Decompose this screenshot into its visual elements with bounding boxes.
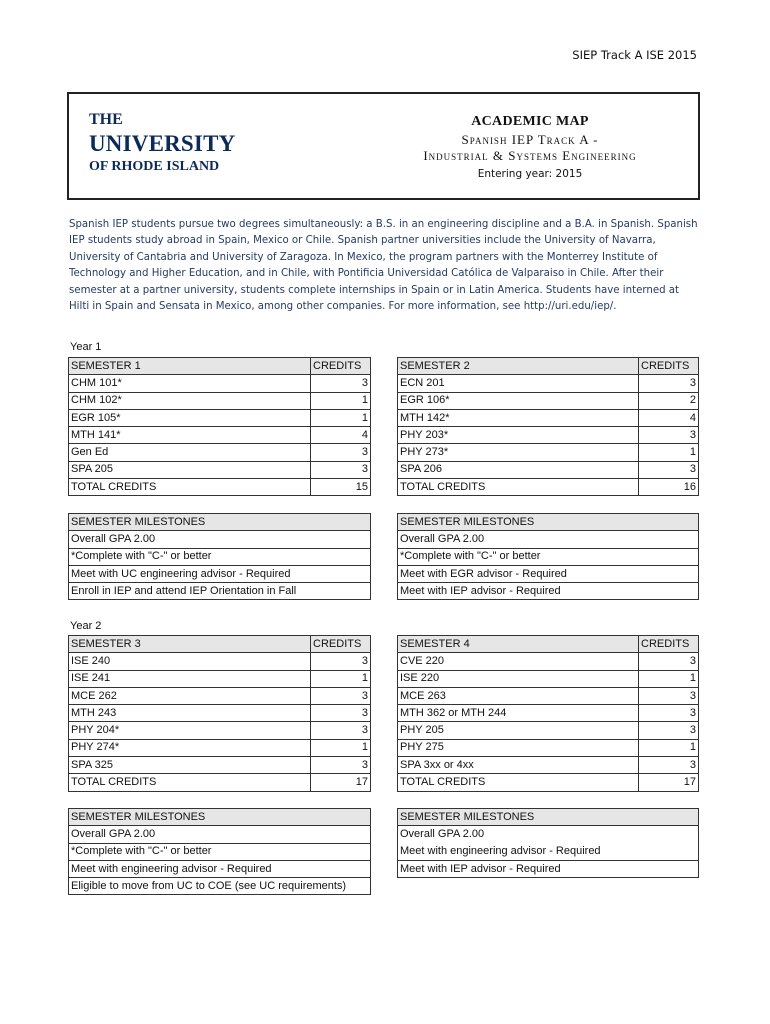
semester-1-milestones [68,513,371,600]
table-row [69,461,371,478]
course-credits: 3 [311,375,371,392]
semester-header: SEMESTER 1 [69,358,311,375]
milestone: *Complete with "C-" or better [69,843,371,860]
total-credits: 15 [311,479,371,496]
total-label: TOTAL CREDITS [69,479,311,496]
map-title-program: Industrial & Systems Engineering [423,148,637,163]
table-row [398,461,699,478]
table-row [398,409,699,426]
table-row [69,687,371,704]
map-title-track: Spanish IEP Track A - [461,132,599,147]
course-credits: 4 [639,409,699,426]
course-credits: 3 [639,722,699,739]
table-header-row [398,358,699,375]
course-name: PHY 204* [69,722,311,739]
milestone: Overall GPA 2.00 [398,531,699,548]
total-row [398,774,699,791]
table-row [69,427,371,444]
course-name: SPA 3xx or 4xx [398,757,639,774]
total-label: TOTAL CREDITS [69,774,311,791]
course-name: Gen Ed [69,444,311,461]
table-header-row [398,636,699,653]
list-item [69,565,371,582]
total-label: TOTAL CREDITS [398,774,639,791]
list-item [398,583,699,600]
table-row [69,722,371,739]
milestone: Meet with UC engineering advisor - Required [69,565,371,582]
table-row [69,705,371,722]
list-item [398,843,699,860]
course-credits: 3 [639,653,699,670]
total-credits: 17 [639,774,699,791]
credits-header: CREDITS [639,636,699,653]
course-credits: 4 [311,427,371,444]
table-row [69,444,371,461]
map-title [399,114,661,180]
list-item [398,860,699,877]
list-item [398,531,699,548]
milestone: Enroll in IEP and attend IEP Orientation in Fall [69,583,371,600]
table-row [69,392,371,409]
course-name: PHY 273* [398,444,639,461]
credits-header: CREDITS [639,358,699,375]
course-credits: 3 [311,653,371,670]
table-row [398,687,699,704]
semester-4-milestones [397,808,699,878]
course-name: SPA 205 [69,461,311,478]
total-credits: 16 [639,479,699,496]
total-credits: 17 [311,774,371,791]
table-row [398,444,699,461]
milestones-header: SEMESTER MILESTONES [398,514,699,531]
course-name: MCE 263 [398,687,639,704]
logo-line-1: THE [89,111,123,128]
course-name: SPA 206 [398,461,639,478]
course-name: MTH 243 [69,705,311,722]
milestone: *Complete with "C-" or better [398,548,699,565]
table-row [69,409,371,426]
course-credits: 1 [311,392,371,409]
course-credits: 1 [311,670,371,687]
course-name: CHM 102* [69,392,311,409]
total-row [69,479,371,496]
course-name: SPA 325 [69,757,311,774]
milestone: Overall GPA 2.00 [69,531,371,548]
semester-3-milestones [68,808,371,895]
milestone: Eligible to move from UC to COE (see UC requirements) [69,878,371,895]
list-item [69,878,371,895]
milestone: Overall GPA 2.00 [69,826,371,843]
table-row [398,757,699,774]
course-name: ISE 241 [69,670,311,687]
list-item [69,843,371,860]
course-credits: 3 [311,461,371,478]
milestone: Meet with engineering advisor - Required [69,860,371,877]
milestone: Meet with engineering advisor - Required [398,843,699,860]
course-name: ECN 201 [398,375,639,392]
list-item [69,860,371,877]
track-label: SIEP Track A ISE 2015 [572,48,697,62]
course-name: MCE 262 [69,687,311,704]
table-row [398,653,699,670]
semester-2-table [397,357,699,496]
course-name: ISE 240 [69,653,311,670]
course-credits: 3 [639,461,699,478]
table-header-row [69,358,371,375]
course-name: MTH 362 or MTH 244 [398,705,639,722]
semester-header: SEMESTER 4 [398,636,639,653]
year-1-label: Year 1 [70,341,102,353]
logo-line-3: OF RHODE ISLAND [89,159,220,174]
course-credits: 1 [311,739,371,756]
table-row [398,722,699,739]
milestone: Meet with IEP advisor - Required [398,860,699,877]
list-item [398,565,699,582]
semester-header: SEMESTER 2 [398,358,639,375]
table-row [69,670,371,687]
course-credits: 1 [639,444,699,461]
table-row [398,739,699,756]
course-credits: 3 [639,687,699,704]
course-credits: 3 [639,375,699,392]
course-name: EGR 106* [398,392,639,409]
table-row [398,670,699,687]
table-row [398,375,699,392]
semester-4-table [397,635,699,792]
course-name: CHM 101* [69,375,311,392]
course-credits: 3 [639,427,699,444]
course-credits: 1 [311,409,371,426]
course-name: PHY 205 [398,722,639,739]
course-name: PHY 203* [398,427,639,444]
course-name: MTH 142* [398,409,639,426]
semester-2-milestones [397,513,699,600]
credits-header: CREDITS [311,358,371,375]
total-label: TOTAL CREDITS [398,479,639,496]
course-credits: 3 [639,757,699,774]
course-name: ISE 220 [398,670,639,687]
table-header-row [69,636,371,653]
semester-header: SEMESTER 3 [69,636,311,653]
course-credits: 3 [311,705,371,722]
total-row [398,479,699,496]
entering-year: Entering year: 2015 [477,168,583,180]
course-credits: 2 [639,392,699,409]
course-credits: 3 [311,757,371,774]
course-name: PHY 274* [69,739,311,756]
course-credits: 3 [311,444,371,461]
total-row [69,774,371,791]
milestone: Overall GPA 2.00 [398,826,699,843]
list-item [398,826,699,843]
milestone: Meet with EGR advisor - Required [398,565,699,582]
milestone: *Complete with "C-" or better [69,548,371,565]
list-item [69,826,371,843]
table-row [398,427,699,444]
intro-paragraph: Spanish IEP students pursue two degrees simultaneously: a B.S. in an engineering discipline and a B.A. in Spanish. Spanish IEP students study abroad in Spain, Mexico or Chile. Spanish partner universities include the University of Navarra, University of Cantabria and University of Zaragoza. In Mexico, the program partners with the Monterrey Institute of Technology and Higher Education, and in Chile, with Pontificia Universidad Católica de Valparaiso in Chile. After their semester at a partner university, students complete internships in Spain or in Latin America. Students have interned at Hilti in Spain and Sensata in Mexico, among other companies. For more information, see http://uri.edu/iep/. [69,219,698,313]
milestones-header: SEMESTER MILESTONES [398,809,699,826]
milestones-header-row [398,809,699,826]
milestones-header-row [69,809,371,826]
milestone: Meet with IEP advisor - Required [398,583,699,600]
table-row [69,757,371,774]
table-row [69,653,371,670]
list-item [69,548,371,565]
milestones-header: SEMESTER MILESTONES [69,514,371,531]
course-name: MTH 141* [69,427,311,444]
course-credits: 3 [311,687,371,704]
milestones-header: SEMESTER MILESTONES [69,809,371,826]
university-logo [89,112,235,174]
milestones-header-row [398,514,699,531]
map-title-main: ACADEMIC MAP [471,114,589,129]
course-credits: 3 [311,722,371,739]
credits-header: CREDITS [311,636,371,653]
table-row [398,705,699,722]
logo-line-2: UNIVERSITY [89,131,236,156]
course-name: EGR 105* [69,409,311,426]
semester-3-table [68,635,371,792]
course-credits: 3 [639,705,699,722]
course-credits: 1 [639,670,699,687]
semester-1-table [68,357,371,496]
table-row [69,739,371,756]
table-row [398,392,699,409]
header-box [67,92,700,200]
course-name: PHY 275 [398,739,639,756]
list-item [398,548,699,565]
list-item [69,531,371,548]
year-2-label: Year 2 [70,620,102,632]
milestones-header-row [69,514,371,531]
list-item [69,583,371,600]
course-credits: 1 [639,739,699,756]
table-row [69,375,371,392]
course-name: CVE 220 [398,653,639,670]
